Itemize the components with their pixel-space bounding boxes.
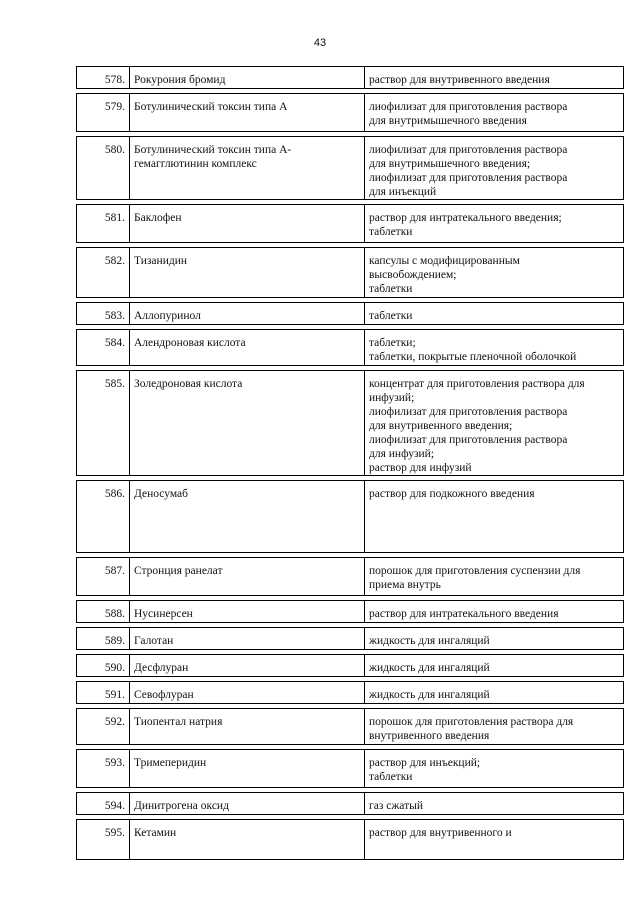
dosage-form xyxy=(365,248,624,298)
table-row xyxy=(77,709,624,745)
dosage-form xyxy=(365,205,624,243)
dosage-form xyxy=(365,655,624,677)
drug-name-line: Кетамин xyxy=(134,827,177,839)
dosage-form-line: жидкость для ингаляций xyxy=(369,662,490,674)
drug-name xyxy=(130,67,365,89)
dosage-form-line: раствор для интратекального введения xyxy=(369,608,559,620)
drug-name xyxy=(130,793,365,815)
dosage-form xyxy=(365,303,624,325)
row-number: 593. xyxy=(77,750,130,788)
row-number: 581. xyxy=(77,205,130,243)
dosage-form-line: раствор для интратекального введения; xyxy=(369,212,562,224)
dosage-form-line: газ сжатый xyxy=(369,800,424,812)
dosage-form-line: таблетки, покрытые пленочной оболочкой xyxy=(369,351,577,363)
row-number: 594. xyxy=(77,793,130,815)
table-row xyxy=(77,137,624,200)
drug-name xyxy=(130,628,365,650)
dosage-form-line: раствор для инъекций; xyxy=(369,757,481,769)
dosage-form-line: внутривенного введения xyxy=(369,730,490,742)
dosage-form-line: для внутривенного введения; xyxy=(369,420,513,432)
drug-name xyxy=(130,558,365,596)
table-row xyxy=(77,67,624,89)
drug-name xyxy=(130,481,365,553)
dosage-form xyxy=(365,371,624,476)
drug-name-line: Динитрогена оксид xyxy=(134,800,229,812)
row-number: 587. xyxy=(77,558,130,596)
dosage-form-line: таблетки xyxy=(369,310,413,322)
table-row xyxy=(77,371,624,476)
table-row xyxy=(77,303,624,325)
drug-name xyxy=(130,303,365,325)
row-number: 591. xyxy=(77,682,130,704)
dosage-form-line: приема внутрь xyxy=(369,579,441,591)
page-number: 43 xyxy=(313,37,327,49)
drug-name-line: Нусинерсен xyxy=(134,608,193,620)
dosage-form-line: для внутримышечного введения; xyxy=(369,158,531,170)
row-number: 580. xyxy=(77,137,130,200)
dosage-form-line: раствор для внутривенного и xyxy=(369,827,512,839)
drug-name-line: Ботулинический токсин типа A xyxy=(134,101,288,113)
drug-name-line: Алендроновая кислота xyxy=(134,337,246,349)
dosage-form xyxy=(365,94,624,132)
dosage-form-line: инфузий; xyxy=(369,392,415,404)
drug-name-line: Рокурония бромид xyxy=(134,74,226,86)
dosage-form-line: порошок для приготовления суспензии для xyxy=(369,565,581,577)
drug-name xyxy=(130,137,365,200)
dosage-form-line: концентрат для приготовления раствора для xyxy=(369,378,585,390)
row-number: 583. xyxy=(77,303,130,325)
table-row xyxy=(77,248,624,298)
row-number: 590. xyxy=(77,655,130,677)
drug-name-line: Тиопентал натрия xyxy=(134,716,223,728)
drug-name xyxy=(130,248,365,298)
dosage-form-line: порошок для приготовления раствора для xyxy=(369,716,574,728)
drug-name-line: Ботулинический токсин типа A- xyxy=(134,144,292,156)
dosage-form-line: жидкость для ингаляций xyxy=(369,689,490,701)
dosage-form-line: лиофилизат для приготовления раствора xyxy=(369,144,568,156)
dosage-form-line: таблетки xyxy=(369,226,413,238)
drug-name xyxy=(130,750,365,788)
dosage-form-line: таблетки xyxy=(369,283,413,295)
drug-name-line: Тизанидин xyxy=(134,255,188,267)
table-row xyxy=(77,655,624,677)
dosage-form xyxy=(365,793,624,815)
dosage-form-line: лиофилизат для приготовления раствора xyxy=(369,172,568,184)
dosage-form-line: таблетки; xyxy=(369,337,416,349)
dosage-form-line: для инъекций xyxy=(369,186,437,198)
drug-table xyxy=(76,66,624,860)
dosage-form xyxy=(365,481,624,553)
drug-name xyxy=(130,655,365,677)
drug-name-line: Десфлуран xyxy=(134,662,189,674)
dosage-form-line: раствор для подкожного введения xyxy=(369,488,535,500)
dosage-form-line: капсулы с модифицированным xyxy=(369,255,520,267)
dosage-form xyxy=(365,682,624,704)
dosage-form xyxy=(365,750,624,788)
table-row xyxy=(77,601,624,623)
row-number: 586. xyxy=(77,481,130,553)
drug-name-line: Севофлуран xyxy=(134,689,194,701)
drug-name-line: Галотан xyxy=(134,635,174,647)
row-number: 584. xyxy=(77,330,130,366)
dosage-form-line: раствор для инфузий xyxy=(369,462,472,474)
drug-name xyxy=(130,682,365,704)
dosage-form-line: раствор для внутривенного введения xyxy=(369,74,550,86)
dosage-form-line: для внутримышечного введения xyxy=(369,115,527,127)
table-row xyxy=(77,330,624,366)
dosage-form xyxy=(365,709,624,745)
drug-name-line: Аллопуринол xyxy=(134,310,201,322)
row-number: 578. xyxy=(77,67,130,89)
row-number: 588. xyxy=(77,601,130,623)
drug-name-line: Деносумаб xyxy=(134,488,188,500)
drug-name xyxy=(130,371,365,476)
dosage-form-line: для инфузий; xyxy=(369,448,435,460)
dosage-form xyxy=(365,628,624,650)
dosage-form-line: лиофилизат для приготовления раствора xyxy=(369,434,568,446)
drug-name-line: Тримеперидин xyxy=(134,757,207,769)
drug-name xyxy=(130,205,365,243)
row-number: 579. xyxy=(77,94,130,132)
dosage-form xyxy=(365,558,624,596)
drug-name-line: гемагглютинин комплекс xyxy=(134,158,257,170)
table-row xyxy=(77,628,624,650)
row-number: 582. xyxy=(77,248,130,298)
table-row xyxy=(77,558,624,596)
dosage-form-line: лиофилизат для приготовления раствора xyxy=(369,406,568,418)
table-row xyxy=(77,793,624,815)
table-row xyxy=(77,750,624,788)
row-number: 595. xyxy=(77,820,130,860)
drug-name-line: Золедроновая кислота xyxy=(134,378,243,390)
table-row xyxy=(77,820,624,860)
drug-name-line: Стронция ранелат xyxy=(134,565,223,577)
row-number: 589. xyxy=(77,628,130,650)
table-row xyxy=(77,94,624,132)
dosage-form xyxy=(365,137,624,200)
row-number: 585. xyxy=(77,371,130,476)
row-number: 592. xyxy=(77,709,130,745)
dosage-form-line: лиофилизат для приготовления раствора xyxy=(369,101,568,113)
dosage-form xyxy=(365,601,624,623)
table-row xyxy=(77,481,624,553)
table-row xyxy=(77,205,624,243)
dosage-form xyxy=(365,820,624,860)
drug-name xyxy=(130,330,365,366)
dosage-form-line: жидкость для ингаляций xyxy=(369,635,490,647)
table-row xyxy=(77,682,624,704)
drug-name xyxy=(130,601,365,623)
drug-name xyxy=(130,94,365,132)
drug-name xyxy=(130,709,365,745)
dosage-form xyxy=(365,67,624,89)
dosage-form-line: таблетки xyxy=(369,771,413,783)
dosage-form-line: высвобождением; xyxy=(369,269,457,281)
drug-name xyxy=(130,820,365,860)
drug-name-line: Баклофен xyxy=(134,212,182,224)
dosage-form xyxy=(365,330,624,366)
